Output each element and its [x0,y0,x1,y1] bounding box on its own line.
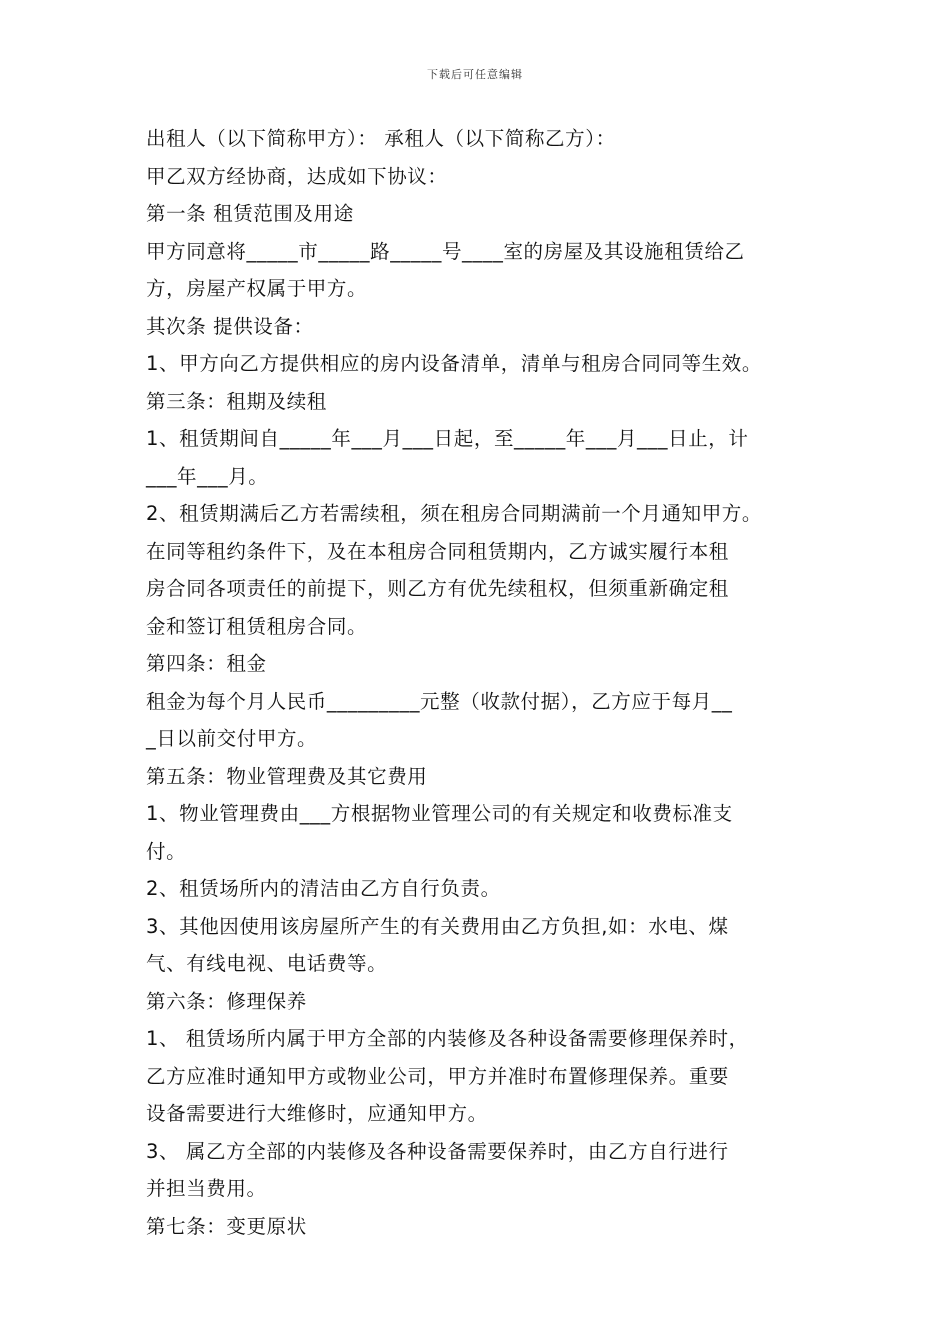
article-5-heading: 第五条：物业管理费及其它费用 [146,764,428,788]
parties-line: 出租人（以下简称甲方）： 承租人（以下简称乙方）： [146,127,616,150]
article-3-text: 房合同各项责任的前提下，则乙方有优先续租权，但须重新确定租 [146,577,729,600]
article-4-text: _日以前交付甲方。 [146,727,318,750]
article-6-heading: 第六条：修理保养 [146,989,307,1013]
article-6-text: 3、 属乙方全部的内装修及各种设备需要保养时，由乙方自行进行 [146,1139,729,1163]
article-5-text: 气、有线电视、电话费等。 [146,952,388,975]
agreement-intro: 甲乙双方经协商，达成如下协议： [146,164,448,188]
article-3-heading: 第三条：租期及续租 [146,389,327,413]
article-6-text: 并担当费用。 [146,1177,267,1200]
article-3-text: 在同等租约条件下，及在本租房合同租赁期内，乙方诚实履行本租 [146,539,729,563]
article-1-text: 方，房屋产权属于甲方。 [146,277,368,300]
article-7-heading: 第七条：变更原状 [146,1214,307,1238]
article-6-text: 乙方应准时通知甲方或物业公司，甲方并准时布置修理保养。重要 [146,1064,729,1088]
article-5-text: 3、其他因使用该房屋所产生的有关费用由乙方负担,如：水电、煤 [146,914,729,938]
document-body [146,120,826,1245]
article-2-heading: 其次条 提供设备： [146,314,314,338]
article-5-text: 2、租赁场所内的清洁由乙方自行负责。 [146,877,501,900]
article-6-text: 1、 租赁场所内属于甲方全部的内装修及各种设备需要修理保养时， [146,1027,749,1050]
article-3-text: 金和签订租赁租房合同。 [146,614,368,638]
article-1-text: 甲方同意将_____市_____路_____号____室的房屋及其设施租赁给乙 [146,239,745,263]
article-2-text: 1、甲方向乙方提供相应的房内设备清单，清单与租房合同同等生效。 [146,352,763,375]
article-5-text: 付。 [146,839,187,863]
article-4-heading: 第四条：租金 [146,652,267,675]
article-4-text: 租金为每个月人民币_________元整（收款付据），乙方应于每月__ [146,689,733,713]
page-header-note: 下载后可任意编辑 [427,68,523,81]
article-5-text: 1、物业管理费由___方根据物业管理公司的有关规定和收费标准支 [146,802,733,825]
article-3-text: ___年___月。 [146,464,269,488]
article-3-text: 2、租赁期满后乙方若需续租，须在租房合同期满前一个月通知甲方。 [146,502,763,525]
article-6-text: 设备需要进行大维修时，应通知甲方。 [146,1102,488,1125]
article-3-text: 1、租赁期间自_____年___月___日起，至_____年___月___日止，计 [146,427,749,450]
article-1-heading: 第一条 租赁范围及用途 [146,202,354,225]
